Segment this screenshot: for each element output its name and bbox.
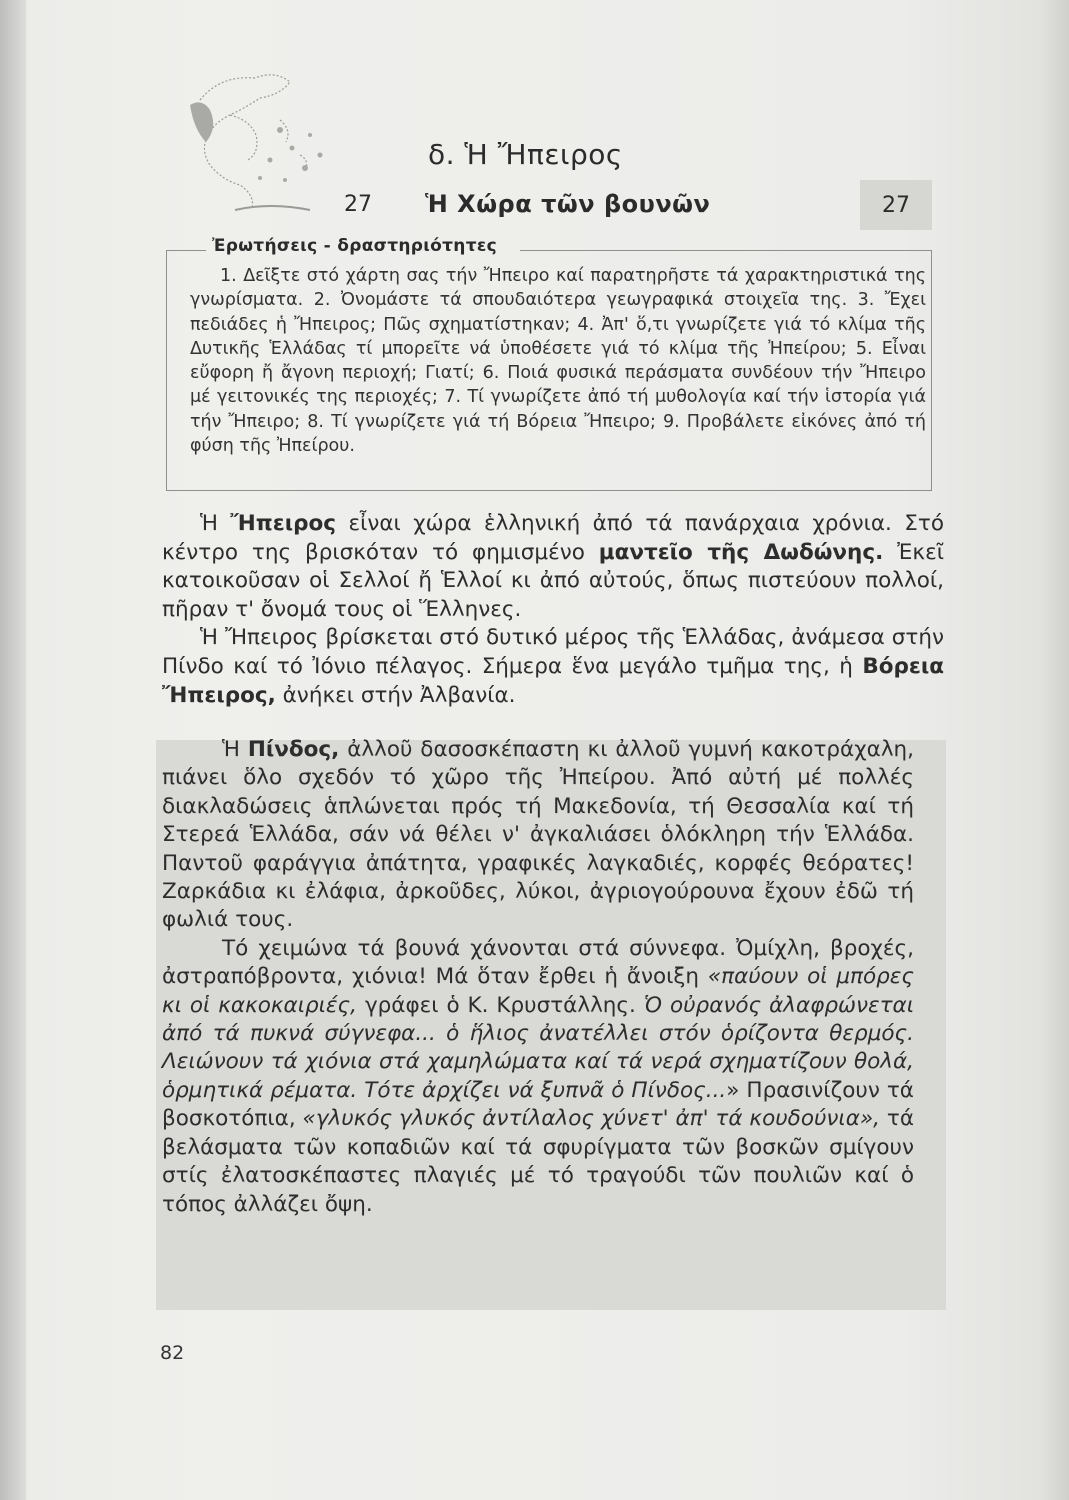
questions-box-top-rule-right: [520, 250, 931, 251]
questions-paragraph: 1. Δεῖξτε στό χάρτη σας τήν Ἤπειρο καί παρατηρῆστε τά χαρακτηριστικά της γνωρίσματα. 2. Ὀνομάστε τά σπουδαιότερα γεωγραφικά στοιχεῖα της. 3. Ἔχει πεδιάδες ἡ Ἤπειρος; Πῶς σχηματίστηκαν; 4. Ἀπ' ὅ,τι γνωρίζετε γιά τό κλίμα τῆς Δυτικῆς Ἑλλάδας τί μπορεῖτε νά ὑποθέσετε γιά τό κλίμα τῆς Ἠπείρου; 5. Εἶναι εὔφορη ἤ ἄγονη περιοχή; Γιατί; 6. Ποιά φυσικά περάσματα συνδέουν τήν Ἤπειρο μέ γειτονικές της περιοχές; 7. Τί γνωρίζετε ἀπό τή μυθολογία καί τήν ἱστορία γιά τήν Ἤπειρο; 8. Τί γνωρίζετε γιά τή Βόρεια Ἤπειρο; 9. Προβάλετε εἰκόνες ἀπό τή φύση τῆς Ἠπείρου.: [190, 266, 926, 457]
text-span: Ἡ: [222, 737, 248, 762]
paragraph-3: [162, 736, 914, 935]
italic-quote: Ὁ οὐρανός ἀλαφρώνεται ἀπό τά πυκνά σύγνεφα... ὁ ἥλιος ἀνατέλλει στόν ὁρίζοντα θερμός. Λειώνουν τά χιόνια στά χαμηλώματα καί τά νερά σχηματίζουν θολά, ὁρμητικά ρέματα. Τότε ἀρχίζει νά ξυπνᾶ ὁ Πίνδος...: [162, 992, 914, 1103]
questions-box-top-rule-left: [166, 250, 206, 251]
questions-label: Ἐρωτήσεις - δραστηριότητες: [212, 236, 497, 256]
page-binding-shadow: [0, 0, 26, 1500]
bold-term: μαντεῖο τῆς Δωδώνης.: [598, 539, 884, 565]
text-span: Ἡ Ἤπειρος βρίσκεται στό δυτικό μέρος τῆς Ἑλλάδας, ἀνάμεσα στήν Πίνδο καί τό Ἰόνιο πέλαγος. Σήμερα ἕνα μεγάλο τμῆμα της, ἡ: [162, 625, 944, 679]
text-span: Ἡ: [200, 511, 231, 536]
text-span: ἀνήκει στήν Ἀλβανία.: [275, 682, 516, 708]
text-span: Ἐκεῖ κατοικοῦσαν οἱ Σελλοί ἤ Ἑλλοί κι ἀπό αὐτούς, ὅπως πιστεύουν πολλοί, πῆραν τ' ὄνομά τους οἱ Ἕλληνες.: [162, 539, 944, 622]
page-number: 82: [160, 1342, 185, 1364]
italic-quote: «παύουν οἱ μπόρες κι οἱ κακοκαιριές,: [162, 964, 914, 1018]
paragraph-4: [162, 935, 914, 1219]
reading-text: [162, 736, 914, 1219]
bold-term: Βόρεια Ἤπειρος,: [162, 653, 944, 708]
lesson-number-right: 27: [882, 192, 910, 218]
text-span: Τό χειμώνα τά βουνά χάνονται στά σύννεφα. Ὀμίχλη, βροχές, ἀστραπόβροντα, χιόνια! Μά ὅταν ἔρθει ἡ ἄνοιξη: [162, 935, 914, 990]
text-span: γράφει ὁ Κ. Κρυστάλλης.: [357, 992, 644, 1018]
greece-map-icon: [160, 60, 335, 220]
paragraph-2: [162, 624, 944, 710]
main-text: [162, 510, 944, 710]
bold-term: Πίνδος,: [247, 737, 340, 762]
text-span: εἶναι χώρα ἑλληνική ἀπό τά πανάρχαια χρόνια. Στό κέντρο της βρισκόταν τό φημισμένο: [162, 511, 944, 565]
lesson-number-box: [860, 180, 932, 230]
section-title: δ. Ἡ Ἤπειρος: [428, 138, 623, 171]
bold-term: Ἤπειρος: [230, 511, 337, 536]
paragraph-1: [162, 510, 944, 624]
italic-quote: «γλυκός γλυκός ἀντίλαλος χύνετ' ἀπ' τά κουδούνια»,: [302, 1106, 880, 1132]
lesson-number-left: 27: [344, 192, 372, 217]
lesson-title: Ἡ Χώρα τῶν βουνῶν: [425, 190, 711, 218]
text-span: τά βελάσματα τῶν κοπαδιῶν καί τά σφυρίγματα τῶν βοσκῶν σμίγουν στίς ἐλατοσκέπαστες πλαγιές μέ τό τραγούδι τῶν πουλιῶν καί ὁ τόπος ἀλλάζει ὄψη.: [162, 1106, 914, 1217]
questions-text: [190, 264, 926, 458]
text-span: ἀλλοῦ δασοσκέπαστη κι ἀλλοῦ γυμνή κακοτράχαλη, πιάνει ὅλο σχεδόν τό χῶρο τῆς Ἠπείρου. Ἀπό αὐτή μέ πολλές διακλαδώσεις ἁπλώνεται πρός τή Μακεδονία, τή Θεσσαλία καί τή Στερεά Ἑλλάδα, σάν νά θέλει ν' ἀγκαλιάσει ὁλόκληρη τήν Ἑλλάδα. Παντοῦ φαράγγια ἀπάτητα, γραφικές λαγκαδιές, κορφές θεόρατες! Ζαρκάδια κι ἐλάφια, ἀρκοῦδες, λύκοι, ἀγριογούρουνα ἔχουν ἐδῶ τή φωλιά τους.: [162, 737, 915, 933]
text-span: » Πρασινίζουν τά βοσκοτόπια,: [162, 1077, 914, 1132]
